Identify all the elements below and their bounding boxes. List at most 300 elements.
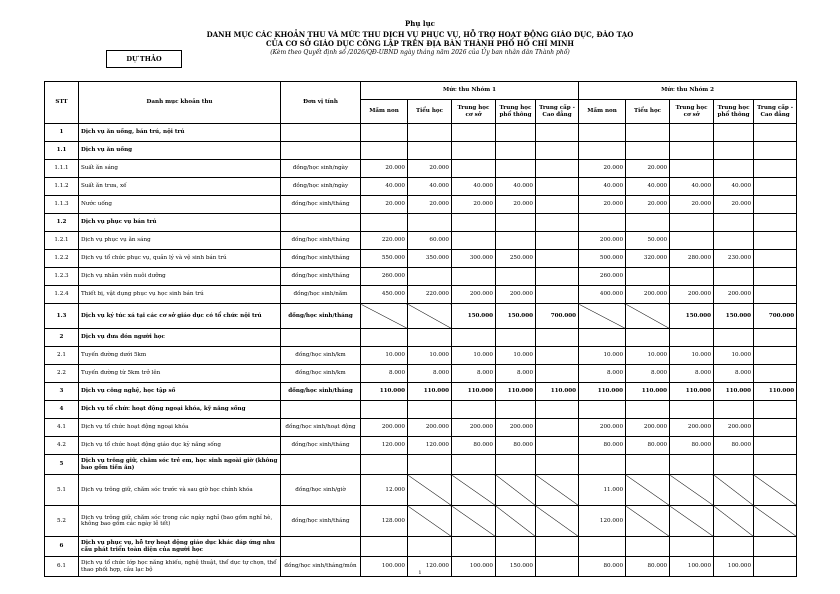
g2-fee-cell: 200.000 (579, 419, 626, 437)
row-stt: 6.1 (45, 557, 79, 577)
g2-fee-cell (754, 455, 797, 475)
g1-fee-cell: 8.000 (408, 365, 452, 383)
g2-level-header: Mầm non (579, 100, 626, 124)
row-unit: đồng/học sinh/giờ (281, 475, 361, 506)
g2-level-header: Trung cấp - Cao đẳng (754, 100, 797, 124)
g1-fee-cell: 40.000 (361, 178, 408, 196)
g2-fee-cell (579, 329, 626, 347)
row-item-name: Dịch vụ đưa đón người học (79, 329, 281, 347)
row-unit (281, 124, 361, 142)
row-item-name: Dịch vụ phục vụ, hỗ trợ hoạt động giáo dục khác đáp ứng nhu cầu phát triển toàn diện của người học (79, 537, 281, 557)
row-unit: đồng/học sinh/tháng (281, 437, 361, 455)
g2-fee-cell: 260.000 (579, 268, 626, 286)
g1-fee-cell (536, 419, 579, 437)
g1-fee-cell: 120.000 (361, 437, 408, 455)
g1-fee-cell (496, 268, 536, 286)
g1-fee-cell: 150.000 (496, 557, 536, 577)
g2-fee-cell: 10.000 (579, 347, 626, 365)
g1-fee-cell (496, 329, 536, 347)
g2-fee-cell: 80.000 (670, 437, 714, 455)
g1-fee-cell: 200.000 (452, 419, 496, 437)
g1-fee-cell: 80.000 (496, 437, 536, 455)
g2-fee-cell (670, 537, 714, 557)
row-stt: 1.1 (45, 142, 79, 160)
g2-fee-cell (714, 455, 754, 475)
row-stt: 2.2 (45, 365, 79, 383)
g1-fee-cell (408, 142, 452, 160)
g1-fee-cell (408, 214, 452, 232)
g1-fee-cell (408, 329, 452, 347)
g2-fee-cell: 200.000 (714, 419, 754, 437)
not-applicable-cell (496, 475, 536, 506)
g2-fee-cell: 400.000 (579, 286, 626, 304)
g2-fee-cell (714, 401, 754, 419)
g1-fee-cell: 220.000 (361, 232, 408, 250)
row-unit (281, 142, 361, 160)
g1-fee-cell: 200.000 (496, 286, 536, 304)
g1-level-header: Mầm non (361, 100, 408, 124)
g1-fee-cell (496, 160, 536, 178)
document-title-line1: DANH MỤC CÁC KHOẢN THU VÀ MỨC THU DỊCH VỤ PHỤC VỤ, HỖ TRỢ HOẠT ĐỘNG GIÁO DỤC, ĐÀO TẠO (206, 30, 634, 39)
g2-fee-cell: 80.000 (579, 437, 626, 455)
g1-fee-cell (452, 537, 496, 557)
g1-fee-cell: 110.000 (452, 383, 496, 401)
g1-level-header: Trung học phổ thông (496, 100, 536, 124)
row-unit (281, 455, 361, 475)
g2-fee-cell: 20.000 (579, 196, 626, 214)
row-stt: 5.2 (45, 506, 79, 537)
g2-fee-cell (754, 160, 797, 178)
g1-level-header: Tiểu học (408, 100, 452, 124)
g2-fee-cell: 200.000 (670, 419, 714, 437)
g1-fee-cell (361, 537, 408, 557)
g2-fee-cell: 230.000 (714, 250, 754, 268)
g2-fee-cell (754, 250, 797, 268)
g2-fee-cell (670, 160, 714, 178)
g1-fee-cell: 120.000 (408, 557, 452, 577)
g1-fee-cell: 200.000 (496, 419, 536, 437)
g1-fee-cell (536, 347, 579, 365)
g2-fee-cell (579, 455, 626, 475)
g1-fee-cell (536, 232, 579, 250)
g1-fee-cell (452, 232, 496, 250)
g1-fee-cell (536, 537, 579, 557)
g1-fee-cell (496, 455, 536, 475)
g1-fee-cell: 110.000 (536, 383, 579, 401)
g2-fee-cell (714, 268, 754, 286)
g1-fee-cell (361, 401, 408, 419)
g1-fee-cell: 20.000 (361, 196, 408, 214)
g2-fee-cell: 80.000 (714, 437, 754, 455)
row-stt: 1.2.3 (45, 268, 79, 286)
row-unit: đồng/học sinh/tháng (281, 232, 361, 250)
g1-fee-cell (408, 537, 452, 557)
g2-fee-cell (754, 437, 797, 455)
g2-fee-cell: 8.000 (579, 365, 626, 383)
g1-fee-cell: 20.000 (361, 160, 408, 178)
g2-fee-cell (670, 214, 714, 232)
g2-fee-cell: 20.000 (579, 160, 626, 178)
g1-fee-cell (536, 455, 579, 475)
g1-fee-cell: 260.000 (361, 268, 408, 286)
table-row (45, 142, 797, 160)
g2-fee-cell (754, 196, 797, 214)
g1-fee-cell (536, 124, 579, 142)
g2-fee-cell: 100.000 (670, 557, 714, 577)
g1-level-header: Trung học cơ sở (452, 100, 496, 124)
g2-fee-cell: 50.000 (626, 232, 670, 250)
row-stt: 1.3 (45, 304, 79, 329)
not-applicable-cell (754, 506, 797, 537)
not-applicable-cell (536, 506, 579, 537)
g2-fee-cell: 110.000 (670, 383, 714, 401)
g2-fee-cell: 320.000 (626, 250, 670, 268)
not-applicable-cell (714, 475, 754, 506)
g2-fee-cell: 20.000 (626, 196, 670, 214)
not-applicable-cell (579, 304, 626, 329)
g2-fee-cell: 110.000 (714, 383, 754, 401)
g2-fee-cell (579, 214, 626, 232)
row-stt: 4.1 (45, 419, 79, 437)
table-row (45, 506, 797, 537)
g1-fee-cell (496, 142, 536, 160)
row-stt: 1.1.2 (45, 178, 79, 196)
g2-fee-cell (579, 537, 626, 557)
g1-fee-cell: 20.000 (452, 196, 496, 214)
row-item-name: Dịch vụ tổ chức lớp học năng khiếu, nghệ thuật, thể dục tự chọn, thể thao phối hợp, câu lạc bộ (79, 557, 281, 577)
g1-fee-cell: 150.000 (452, 304, 496, 329)
row-item-name: Dịch vụ nhân viên nuôi dưỡng (79, 268, 281, 286)
not-applicable-cell (670, 506, 714, 537)
col-header-item: Danh mục khoản thu (79, 82, 281, 124)
row-unit: đồng/học sinh/ngày (281, 160, 361, 178)
g2-fee-cell (754, 365, 797, 383)
row-item-name: Dịch vụ phục vụ bán trú (79, 214, 281, 232)
g2-fee-cell: 700.000 (754, 304, 797, 329)
row-unit: đồng/học sinh/tháng (281, 250, 361, 268)
row-unit: đồng/học sinh/km (281, 365, 361, 383)
g2-fee-cell: 40.000 (714, 178, 754, 196)
g1-fee-cell (452, 401, 496, 419)
g2-fee-cell (626, 214, 670, 232)
g2-fee-cell (714, 214, 754, 232)
row-stt: 4 (45, 401, 79, 419)
not-applicable-cell (496, 506, 536, 537)
g2-fee-cell: 80.000 (626, 557, 670, 577)
g2-level-header: Trung học cơ sở (670, 100, 714, 124)
g2-fee-cell (754, 124, 797, 142)
row-item-name: Dịch vụ trông giữ, chăm sóc trẻ em, học sinh ngoài giờ (không bao gồm tiền ăn) (79, 455, 281, 475)
col-header-unit: Đơn vị tính (281, 82, 361, 124)
g1-fee-cell (452, 214, 496, 232)
g1-fee-cell: 40.000 (408, 178, 452, 196)
g2-fee-cell: 20.000 (626, 160, 670, 178)
g1-fee-cell (536, 329, 579, 347)
g2-fee-cell (754, 401, 797, 419)
table-row (45, 437, 797, 455)
col-header-stt: STT (45, 82, 79, 124)
g1-fee-cell (536, 268, 579, 286)
g1-fee-cell (496, 214, 536, 232)
g1-fee-cell (496, 537, 536, 557)
g2-fee-cell (754, 329, 797, 347)
table-row (45, 232, 797, 250)
row-stt: 1.2 (45, 214, 79, 232)
not-applicable-cell (408, 475, 452, 506)
g1-fee-cell: 12.000 (361, 475, 408, 506)
table-row (45, 347, 797, 365)
row-unit (281, 329, 361, 347)
g1-fee-cell: 10.000 (408, 347, 452, 365)
g2-fee-cell: 200.000 (626, 286, 670, 304)
g2-fee-cell (670, 329, 714, 347)
row-unit: đồng/học sinh/tháng (281, 383, 361, 401)
table-row (45, 124, 797, 142)
table-row (45, 365, 797, 383)
g1-fee-cell: 250.000 (496, 250, 536, 268)
document-subtitle: (Kèm theo Quyết định số /2026/QĐ-UBND ngày tháng năm 2026 của Ủy ban nhân dân Thành phố) (270, 49, 570, 56)
g2-fee-cell: 80.000 (626, 437, 670, 455)
row-item-name: Dịch vụ tổ chức hoạt động ngoại khóa (79, 419, 281, 437)
g1-fee-cell (536, 401, 579, 419)
g1-fee-cell: 8.000 (496, 365, 536, 383)
g2-fee-cell (626, 401, 670, 419)
g1-fee-cell (408, 124, 452, 142)
g2-fee-cell (626, 455, 670, 475)
table-row (45, 419, 797, 437)
row-item-name: Dịch vụ tổ chức hoạt động giáo dục kỹ năng sống (79, 437, 281, 455)
g1-fee-cell: 700.000 (536, 304, 579, 329)
g2-fee-cell (754, 537, 797, 557)
g1-fee-cell (536, 286, 579, 304)
g2-fee-cell (714, 329, 754, 347)
g1-fee-cell: 40.000 (452, 178, 496, 196)
g2-level-header: Tiểu học (626, 100, 670, 124)
not-applicable-cell (754, 475, 797, 506)
row-unit: đồng/học sinh/ngày (281, 178, 361, 196)
g1-fee-cell (452, 142, 496, 160)
not-applicable-cell (408, 304, 452, 329)
g2-fee-cell (626, 537, 670, 557)
not-applicable-cell (626, 506, 670, 537)
g1-fee-cell (496, 124, 536, 142)
not-applicable-cell (452, 475, 496, 506)
row-item-name: Nước uống (79, 196, 281, 214)
g1-fee-cell (408, 455, 452, 475)
g2-fee-cell (579, 401, 626, 419)
g2-fee-cell (714, 124, 754, 142)
row-stt: 1.2.4 (45, 286, 79, 304)
table-row (45, 537, 797, 557)
row-unit: đồng/học sinh/tháng (281, 268, 361, 286)
g1-fee-cell (536, 142, 579, 160)
g1-fee-cell: 200.000 (452, 286, 496, 304)
g2-fee-cell: 500.000 (579, 250, 626, 268)
g1-fee-cell (361, 455, 408, 475)
row-item-name: Tuyến đường từ 5km trở lên (79, 365, 281, 383)
g1-fee-cell (452, 124, 496, 142)
g1-fee-cell: 100.000 (452, 557, 496, 577)
g2-fee-cell: 20.000 (670, 196, 714, 214)
g1-fee-cell: 110.000 (361, 383, 408, 401)
g1-fee-cell (361, 142, 408, 160)
not-applicable-cell (361, 304, 408, 329)
g2-fee-cell: 20.000 (714, 196, 754, 214)
row-unit (281, 401, 361, 419)
appendix-label: Phụ lục (405, 19, 435, 28)
g2-fee-cell: 280.000 (670, 250, 714, 268)
g2-fee-cell (714, 232, 754, 250)
row-stt: 6 (45, 537, 79, 557)
fee-table (44, 81, 797, 577)
g1-fee-cell: 20.000 (408, 196, 452, 214)
g1-fee-cell: 8.000 (452, 365, 496, 383)
table-row (45, 455, 797, 475)
table-row (45, 475, 797, 506)
table-row (45, 304, 797, 329)
g1-fee-cell (536, 178, 579, 196)
g1-fee-cell (536, 365, 579, 383)
g1-fee-cell: 450.000 (361, 286, 408, 304)
g1-fee-cell (536, 214, 579, 232)
row-stt: 2.1 (45, 347, 79, 365)
row-stt: 1.1.1 (45, 160, 79, 178)
not-applicable-cell (452, 506, 496, 537)
g2-fee-cell (754, 142, 797, 160)
row-item-name: Dịch vụ ăn uống, bán trú, nội trú (79, 124, 281, 142)
g1-fee-cell: 110.000 (408, 383, 452, 401)
row-stt: 1.2.2 (45, 250, 79, 268)
g2-fee-cell: 8.000 (626, 365, 670, 383)
g1-fee-cell: 10.000 (361, 347, 408, 365)
g1-fee-cell (452, 329, 496, 347)
row-item-name: Dịch vụ công nghệ, học tập số (79, 383, 281, 401)
g1-fee-cell: 40.000 (496, 178, 536, 196)
g1-fee-cell (361, 124, 408, 142)
row-stt: 3 (45, 383, 79, 401)
not-applicable-cell (670, 475, 714, 506)
g2-fee-cell (579, 142, 626, 160)
g2-fee-cell (670, 401, 714, 419)
g1-fee-cell (361, 214, 408, 232)
g1-fee-cell: 20.000 (496, 196, 536, 214)
g2-level-header: Trung học phổ thông (714, 100, 754, 124)
fee-table-body (45, 124, 797, 577)
g1-fee-cell (452, 268, 496, 286)
row-stt: 1.2.1 (45, 232, 79, 250)
g2-fee-cell: 150.000 (714, 304, 754, 329)
row-item-name: Thiết bị, vật dụng phục vụ học sinh bán trú (79, 286, 281, 304)
g2-fee-cell (579, 124, 626, 142)
row-item-name: Dịch vụ tổ chức phục vụ, quản lý và vệ sinh bán trú (79, 250, 281, 268)
row-stt: 1.1.3 (45, 196, 79, 214)
g1-fee-cell: 550.000 (361, 250, 408, 268)
table-row (45, 160, 797, 178)
g2-fee-cell: 10.000 (670, 347, 714, 365)
g2-fee-cell (670, 232, 714, 250)
g1-fee-cell: 200.000 (408, 419, 452, 437)
g1-fee-cell: 300.000 (452, 250, 496, 268)
g1-fee-cell: 100.000 (361, 557, 408, 577)
g2-fee-cell (670, 455, 714, 475)
row-item-name: Dịch vụ trông giữ, chăm sóc trước và sau giờ học chính khóa (79, 475, 281, 506)
row-stt: 5.1 (45, 475, 79, 506)
row-item-name: Dịch vụ trông giữ, chăm sóc trong các ngày nghỉ (bao gồm nghỉ hè, không bao gồm các ngày lễ tết) (79, 506, 281, 537)
row-unit: đồng/học sinh/năm (281, 286, 361, 304)
row-unit: đồng/học sinh/tháng (281, 304, 361, 329)
g2-fee-cell: 200.000 (670, 286, 714, 304)
g1-fee-cell: 60.000 (408, 232, 452, 250)
g1-fee-cell (361, 329, 408, 347)
draft-stamp: DỰ THẢO (106, 50, 182, 68)
table-row (45, 196, 797, 214)
g2-fee-cell: 40.000 (579, 178, 626, 196)
g1-fee-cell: 10.000 (452, 347, 496, 365)
table-row (45, 401, 797, 419)
not-applicable-cell (626, 475, 670, 506)
g2-fee-cell: 120.000 (579, 506, 626, 537)
g1-fee-cell (536, 250, 579, 268)
not-applicable-cell (536, 475, 579, 506)
g2-fee-cell: 110.000 (579, 383, 626, 401)
g2-fee-cell (754, 419, 797, 437)
table-row (45, 286, 797, 304)
not-applicable-cell (408, 506, 452, 537)
g2-fee-cell (626, 268, 670, 286)
row-unit: đồng/học sinh/hoạt động (281, 419, 361, 437)
g2-fee-cell: 11.000 (579, 475, 626, 506)
g2-fee-cell: 8.000 (714, 365, 754, 383)
row-unit: đồng/học sinh/tháng (281, 506, 361, 537)
row-unit: đồng/học sinh/tháng/môn (281, 557, 361, 577)
g2-fee-cell (626, 142, 670, 160)
g2-fee-cell (754, 347, 797, 365)
g2-fee-cell: 110.000 (754, 383, 797, 401)
table-row (45, 268, 797, 286)
row-stt: 5 (45, 455, 79, 475)
row-item-name: Tuyến đường dưới 5km (79, 347, 281, 365)
not-applicable-cell (714, 506, 754, 537)
g1-fee-cell: 120.000 (408, 437, 452, 455)
g2-fee-cell (670, 124, 714, 142)
g2-fee-cell: 100.000 (714, 557, 754, 577)
row-item-name: Suất ăn sáng (79, 160, 281, 178)
g1-fee-cell: 350.000 (408, 250, 452, 268)
row-stt: 4.2 (45, 437, 79, 455)
not-applicable-cell (626, 304, 670, 329)
g2-fee-cell: 10.000 (626, 347, 670, 365)
g1-fee-cell (536, 160, 579, 178)
page-number: 1 (418, 570, 422, 576)
g1-fee-cell: 80.000 (452, 437, 496, 455)
g2-fee-cell (754, 232, 797, 250)
row-stt: 1 (45, 124, 79, 142)
row-item-name: Dịch vụ phục vụ ăn sáng (79, 232, 281, 250)
g1-fee-cell (408, 401, 452, 419)
row-item-name: Dịch vụ ký túc xá tại các cơ sở giáo dục có tổ chức nội trú (79, 304, 281, 329)
g2-fee-cell (754, 286, 797, 304)
g2-fee-cell (670, 142, 714, 160)
g1-fee-cell: 200.000 (361, 419, 408, 437)
g2-fee-cell: 200.000 (626, 419, 670, 437)
row-unit (281, 214, 361, 232)
row-stt: 2 (45, 329, 79, 347)
g1-fee-cell: 220.000 (408, 286, 452, 304)
g2-fee-cell: 200.000 (714, 286, 754, 304)
g2-fee-cell (714, 537, 754, 557)
g2-fee-cell: 10.000 (714, 347, 754, 365)
g1-fee-cell: 128.000 (361, 506, 408, 537)
